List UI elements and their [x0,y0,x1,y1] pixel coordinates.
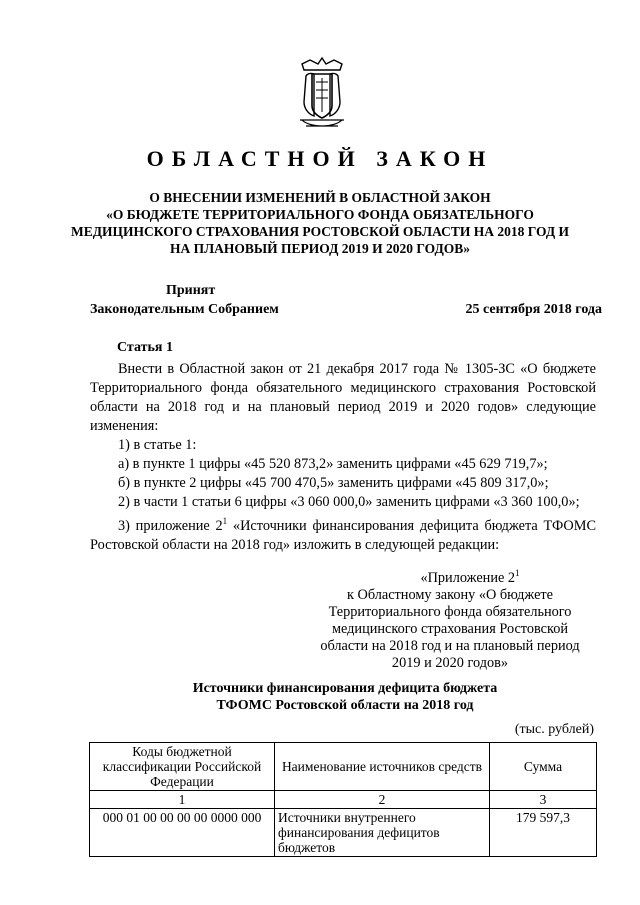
annex-line: области на 2018 год и на плановый период [320,637,580,654]
table-cell: 2 [275,791,490,809]
article-item: 1) в статье 1: [118,437,197,453]
article-intro: Внести в Областной закон от 21 декабря 2017 года № 1305-ЗС «О бюджете Территориального фонда обязательного медицинского страхования Ростовской области на 2018 год и на плановый период 2019 и 2020 годов» следующие изменения: [90,361,596,434]
annex-line: к Областному закону «О бюджете [346,586,554,603]
annex-label-text: «Приложение 2 [420,569,516,586]
item3-start: 3) приложение 2 [118,517,223,534]
table-header-cell: Сумма [490,743,597,791]
sources-title-line: ТФОМС Ростовской области на 2018 год [216,698,474,713]
law-title: ОБЛАСТНОЙ ЗАКОН [146,146,494,171]
article-item [90,512,596,555]
annex-line: 2019 и 2020 годов» [391,654,509,671]
article-heading: Статья 1 [117,340,173,355]
article-body [90,360,596,555]
adoption-block [90,281,602,319]
coat-of-arms-emblem [296,56,348,132]
table-cell: 1 [90,791,275,809]
adoption-date: 25 сентября 2018 года [465,302,602,317]
sources-title [0,680,640,714]
table-row [90,809,597,857]
adopted-by: Законодательным Собранием [90,302,279,317]
table-cell-code: 000 01 00 00 00 00 0000 000 [90,809,275,857]
sources-title-line: Источники финансирования дефицита бюджета [192,681,498,696]
table-header-cell: Наименование источников средств [275,743,490,791]
annex-label [300,565,600,587]
subtitle-line: О ВНЕСЕНИИ ИЗМЕНЕНИЙ В ОБЛАСТНОЙ ЗАКОН [149,190,491,205]
table-header-cell: Коды бюджетной классификации Российской Федерации [90,743,275,791]
subtitle-line: НА ПЛАНОВЫЙ ПЕРИОД 2019 И 2020 ГОДОВ» [169,241,471,256]
article-item: б) в пункте 2 цифры «45 700 470,5» заменить цифрами «45 809 317,0»; [118,475,549,491]
annex-reference [300,565,600,672]
subtitle-line: МЕДИЦИНСКОГО СТРАХОВАНИЯ РОСТОВСКОЙ ОБЛАСТИ НА 2018 ГОД И [70,224,570,239]
article-item: 2) в части 1 статьи 6 цифры «3 060 000,0» заменить цифрами «3 360 100,0»; [118,494,580,510]
table-cell-sum: 179 597,3 [490,809,597,857]
superscript: 1 [515,568,520,578]
article-item: а) в пункте 1 цифры «45 520 873,2» заменить цифрами «45 629 719,7»; [118,456,548,472]
subtitle-line: «О БЮДЖЕТЕ ТЕРРИТОРИАЛЬНОГО ФОНДА ОБЯЗАТЕЛЬНОГО [106,207,534,222]
sources-table [89,742,597,857]
annex-line: Территориального фонда обязательного [328,603,572,620]
table-cell-name: Источники внутреннего финансирования дефицитов бюджетов [275,809,490,857]
law-subtitle [60,189,580,257]
table-number-row [90,791,597,809]
annex-line: медицинского страхования Ростовской [331,620,569,637]
superscript: 1 [222,516,228,526]
table-cell: 3 [490,791,597,809]
units-label: (тыс. рублей) [514,722,594,737]
table-header-row [90,743,597,791]
adopted-label: Принят [166,283,216,298]
item3-end: «Источники финансирования дефицита бюджета ТФОМС Ростовской области на 2018 год» изложить в следующей редакции: [90,517,596,553]
